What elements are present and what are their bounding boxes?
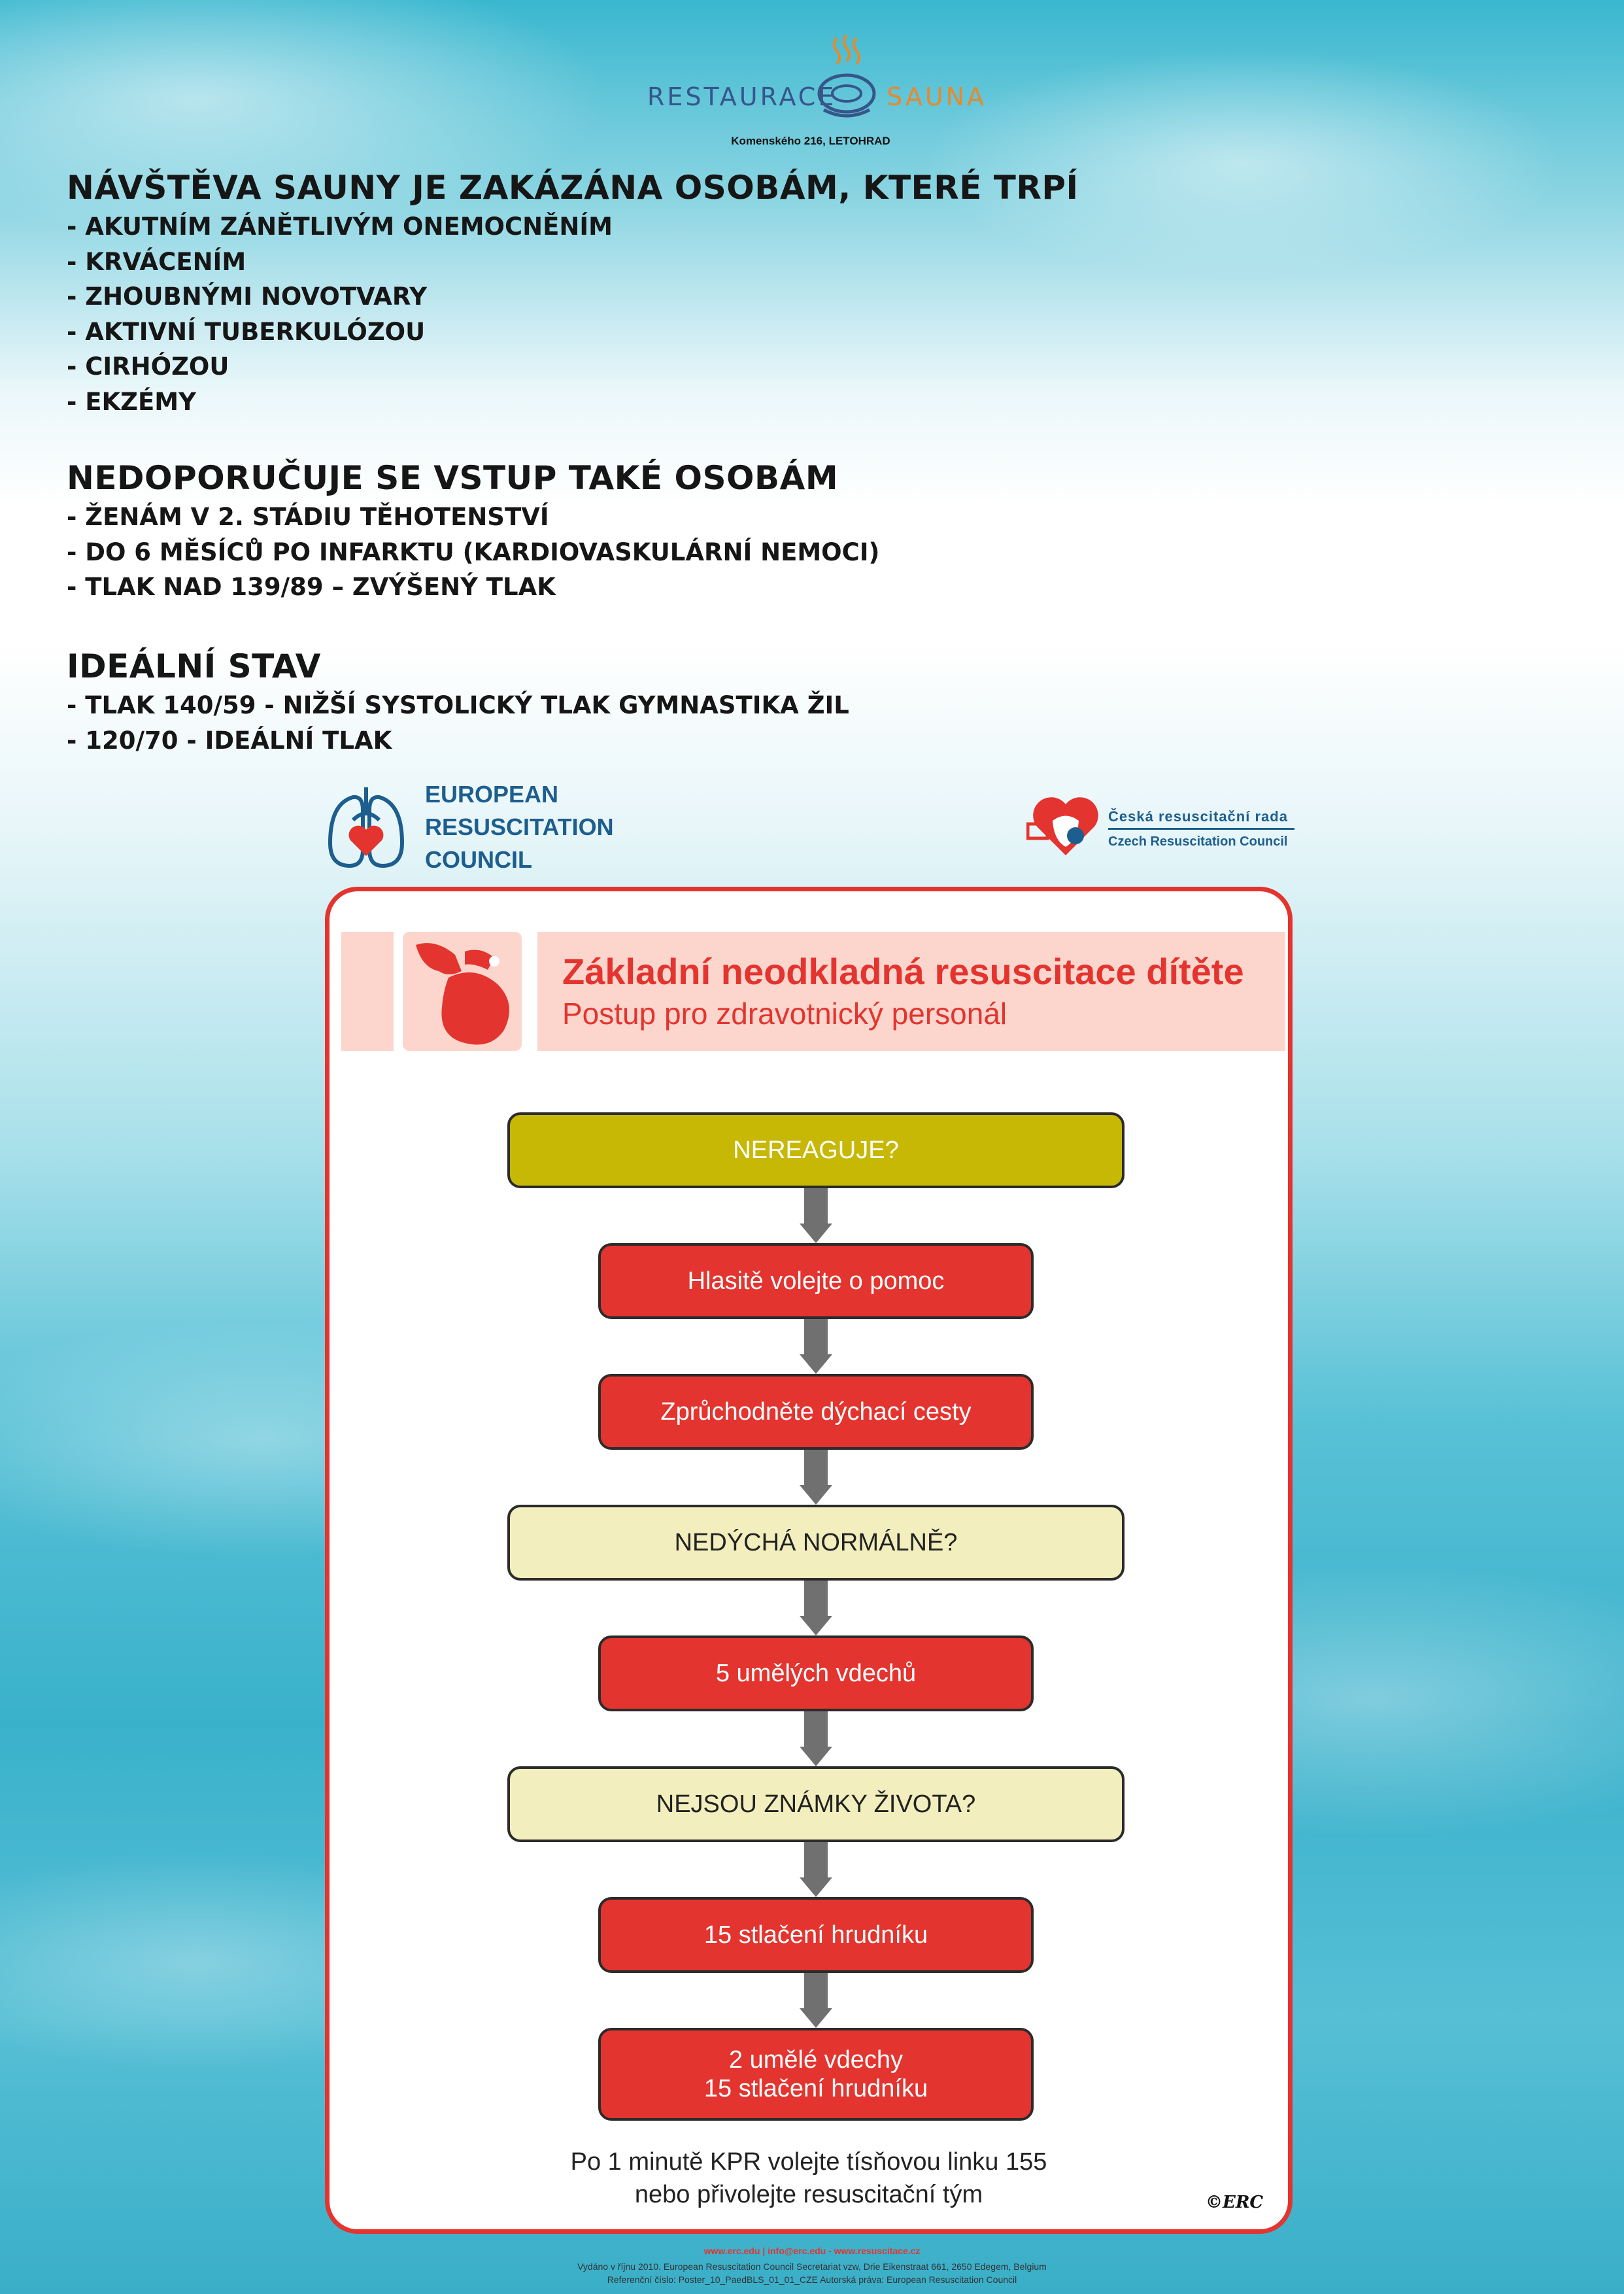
rules-section-forbidden bbox=[67, 169, 1079, 419]
poster-header bbox=[537, 932, 1285, 1051]
flow-step-open-airway: Zprůchodněte dýchací cesty bbox=[598, 1374, 1034, 1450]
footnote-line: nebo přivolejte resuscitační tým bbox=[634, 2181, 983, 2208]
crc-name-english: Czech Resuscitation Council bbox=[1108, 834, 1288, 849]
list-item: - CIRHÓZOU bbox=[67, 352, 229, 381]
lungs-heart-icon bbox=[327, 781, 412, 872]
flow-arrow bbox=[800, 1319, 832, 1374]
brand-right-text: SAUNA bbox=[887, 82, 987, 111]
erc-line: EUROPEAN bbox=[425, 781, 559, 808]
flow-arrow bbox=[800, 1450, 832, 1505]
list-item: - DO 6 MĚSÍCŮ PO INFARKTU (KARDIOVASKULÁRNÍ NEMOCI) bbox=[67, 538, 880, 566]
flow-step-rescue-breaths: 5 umělých vdechů bbox=[598, 1635, 1034, 1711]
address-text: Komenského 216, LETOHRAD bbox=[731, 135, 890, 147]
imprint-links: www.erc.edu | info@erc.edu - www.resuscitace.cz bbox=[703, 2246, 921, 2256]
rules-list bbox=[67, 688, 849, 758]
poster-footnote bbox=[330, 2146, 1288, 2211]
restaurant-logo bbox=[647, 31, 987, 156]
section-title: NEDOPORUČUJE SE VSTUP TAKÉ OSOBÁM bbox=[67, 459, 839, 497]
divider bbox=[1108, 828, 1294, 830]
flow-arrow bbox=[800, 1188, 832, 1243]
erc-line: COUNCIL bbox=[425, 846, 532, 873]
flow-arrow bbox=[800, 1711, 832, 1766]
list-item: - 120/70 - IDEÁLNÍ TLAK bbox=[67, 726, 392, 755]
imprint-line: Referenční číslo: Poster_10_PaedBLS_01_01_CZE Autorská práva: European Resuscitation Council bbox=[607, 2274, 1017, 2285]
brand-left-text: RESTAURACE bbox=[647, 82, 837, 111]
flow-step-call-for-help: Hlasitě volejte o pomoc bbox=[598, 1243, 1034, 1319]
rules-list bbox=[67, 209, 1079, 419]
list-item: - ŽENÁM V 2. STÁDIU TĚHOTENSTVÍ bbox=[67, 503, 549, 531]
list-item: - AKUTNÍM ZÁNĚTLIVÝM ONEMOCNĚNÍM bbox=[67, 213, 613, 241]
crc-logo bbox=[1026, 785, 1301, 870]
list-item: - KRVÁCENÍM bbox=[67, 247, 246, 276]
poster-subtitle: Postup pro zdravotnický personál bbox=[562, 997, 1007, 1031]
resuscitation-icon bbox=[403, 932, 522, 1051]
rules-section-ideal bbox=[67, 647, 849, 758]
erc-wordmark bbox=[425, 778, 614, 876]
list-item: - TLAK 140/59 - NIŽŠÍ SYSTOLICKÝ TLAK GYMNASTIKA ŽIL bbox=[67, 691, 849, 719]
poster-title: Základní neodkladná resuscitace dítěte bbox=[562, 951, 1244, 992]
imprint-line: Vydáno v říjnu 2010. European Resuscitation Council Secretariat vzw, Drie Eikenstraat 661, 2650 Edegem, Belgium bbox=[577, 2261, 1047, 2272]
header-band-accent bbox=[341, 932, 394, 1051]
list-item: - AKTIVNÍ TUBERKULÓZOU bbox=[67, 317, 426, 346]
footnote-line: Po 1 minutě KPR volejte tísňovou linku 155 bbox=[570, 2148, 1047, 2176]
rules-list bbox=[67, 500, 879, 605]
rules-section-not-recommended bbox=[67, 459, 879, 605]
resuscitation-poster bbox=[325, 887, 1293, 2234]
list-item: - TLAK NAD 139/89 – ZVÝŠENÝ TLAK bbox=[67, 573, 556, 601]
flow-step-no-signs-of-life: NEJSOU ZNÁMKY ŽIVOTA? bbox=[507, 1766, 1125, 1842]
section-title: IDEÁLNÍ STAV bbox=[67, 647, 321, 685]
flow-arrow bbox=[800, 1581, 832, 1635]
flow-arrow bbox=[800, 1973, 832, 2028]
flow-step-breaths-and-compressions: 2 umělé vdechy 15 stlačení hrudníku bbox=[598, 2028, 1034, 2121]
list-item: - EKZÉMY bbox=[67, 387, 196, 416]
erc-signature: ©ERC bbox=[1206, 2193, 1264, 2212]
heart-person-icon bbox=[1026, 785, 1105, 863]
flow-arrow bbox=[800, 1842, 832, 1897]
section-title: NÁVŠTĚVA SAUNY JE ZAKÁZÁNA OSOBÁM, KTERÉ TRPÍ bbox=[67, 169, 1079, 207]
list-item: - ZHOUBNÝMI NOVOTVARY bbox=[67, 282, 428, 311]
erc-logo bbox=[327, 778, 667, 876]
flow-step-not-breathing: NEDÝCHÁ NORMÁLNĚ? bbox=[507, 1505, 1125, 1581]
erc-line: RESUSCITATION bbox=[425, 813, 614, 840]
crc-name-czech: Česká resuscitační rada bbox=[1108, 808, 1288, 825]
flow-step-unresponsive: NEREAGUJE? bbox=[507, 1112, 1125, 1188]
flow-step-chest-compressions: 15 stlačení hrudníku bbox=[598, 1897, 1034, 1973]
